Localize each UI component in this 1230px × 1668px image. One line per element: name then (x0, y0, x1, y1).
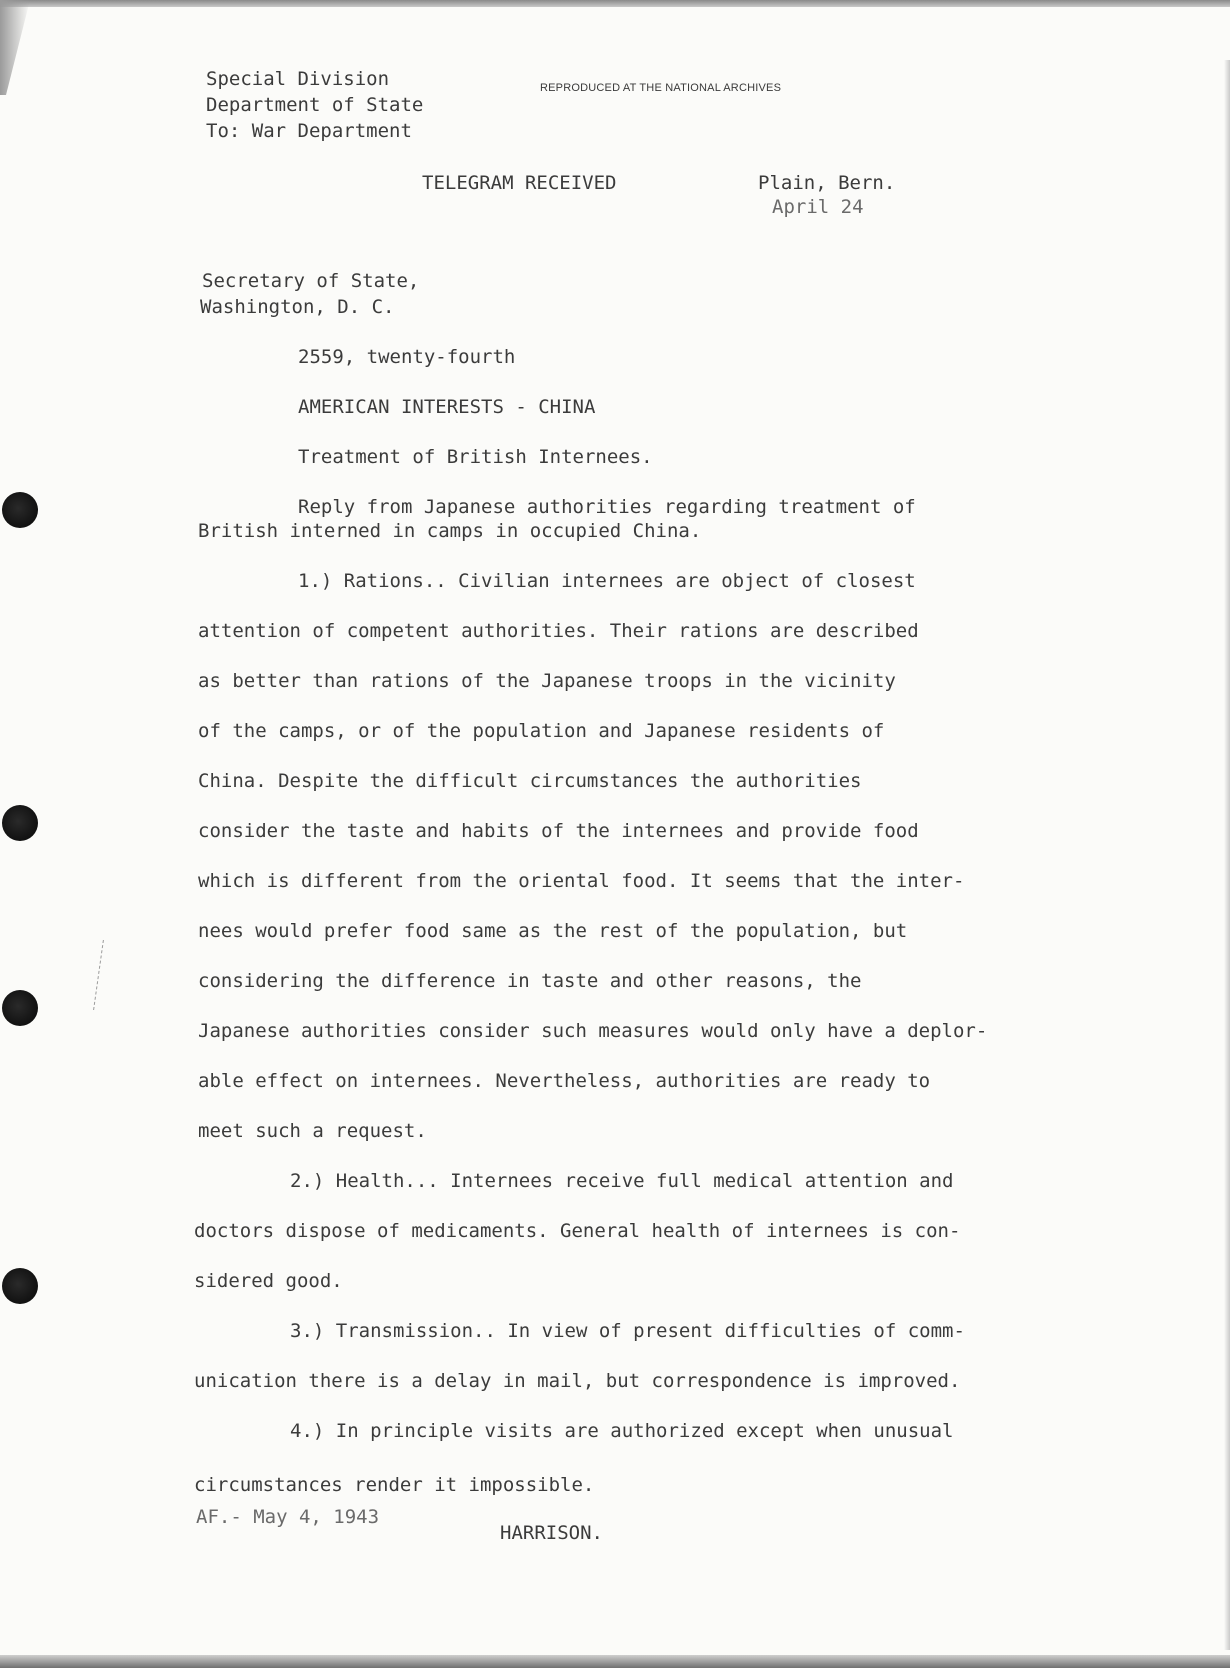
visits-line: 4.) In principle visits are authorized except when unusual (290, 1420, 954, 1442)
header-department: Department of State (206, 94, 424, 116)
intro-line: British interned in camps in occupied China. (198, 520, 702, 542)
rations-line: China. Despite the difficult circumstances the authorities (198, 770, 862, 792)
rations-line: meet such a request. (198, 1120, 427, 1142)
visits-line: circumstances render it impossible. (194, 1474, 595, 1496)
header-division: Special Division (206, 68, 390, 90)
margin-pencil-mark (93, 940, 126, 1010)
rations-line: Japanese authorities consider such measures would only have a deplor- (198, 1020, 988, 1042)
telegram-origin: Plain, Bern. (758, 172, 896, 194)
rations-line: attention of competent authorities. Their rations are described (198, 620, 919, 642)
telegram-date: April 24 (772, 196, 864, 218)
punch-hole (2, 990, 38, 1026)
rations-line: which is different from the oriental food. It seems that the inter- (198, 870, 965, 892)
addressee-city: Washington, D. C. (200, 296, 395, 318)
subject-line: AMERICAN INTERESTS - CHINA (298, 396, 596, 418)
received-date: AF.- May 4, 1943 (196, 1506, 380, 1528)
scan-corner-shadow (0, 0, 30, 95)
punch-hole (2, 492, 38, 528)
topic-line: Treatment of British Internees. (298, 446, 653, 468)
telegram-title: TELEGRAM RECEIVED (422, 172, 617, 194)
header-recipient: To: War Department (206, 120, 412, 142)
rations-line: 1.) Rations.. Civilian internees are object of closest (298, 570, 916, 592)
transmission-line: 3.) Transmission.. In view of present difficulties of comm- (290, 1320, 965, 1342)
signature: HARRISON. (500, 1522, 603, 1544)
rations-line: able effect on internees. Nevertheless, authorities are ready to (198, 1070, 931, 1092)
rations-line: considering the difference in taste and other reasons, the (198, 970, 862, 992)
telegram-number: 2559, twenty-fourth (298, 346, 516, 368)
rations-line: as better than rations of the Japanese troops in the vicinity (198, 670, 896, 692)
archives-stamp: REPRODUCED AT THE NATIONAL ARCHIVES (540, 82, 782, 94)
addressee-name: Secretary of State, (202, 270, 420, 292)
transmission-line: unication there is a delay in mail, but correspondence is improved. (194, 1370, 961, 1392)
scan-bottom-edge (0, 1655, 1230, 1668)
punch-hole (2, 1268, 38, 1304)
scan-right-edge (1224, 60, 1230, 1650)
rations-line: consider the taste and habits of the internees and provide food (198, 820, 919, 842)
intro-line: Reply from Japanese authorities regarding treatment of (298, 496, 916, 518)
rations-line: nees would prefer food same as the rest of the population, but (198, 920, 908, 942)
health-line: sidered good. (194, 1270, 343, 1292)
rations-line: of the camps, or of the population and Japanese residents of (198, 720, 885, 742)
health-line: 2.) Health... Internees receive full medical attention and (290, 1170, 954, 1192)
punch-hole (2, 805, 38, 841)
scan-top-edge (0, 0, 1230, 7)
health-line: doctors dispose of medicaments. General health of internees is con- (194, 1220, 961, 1242)
